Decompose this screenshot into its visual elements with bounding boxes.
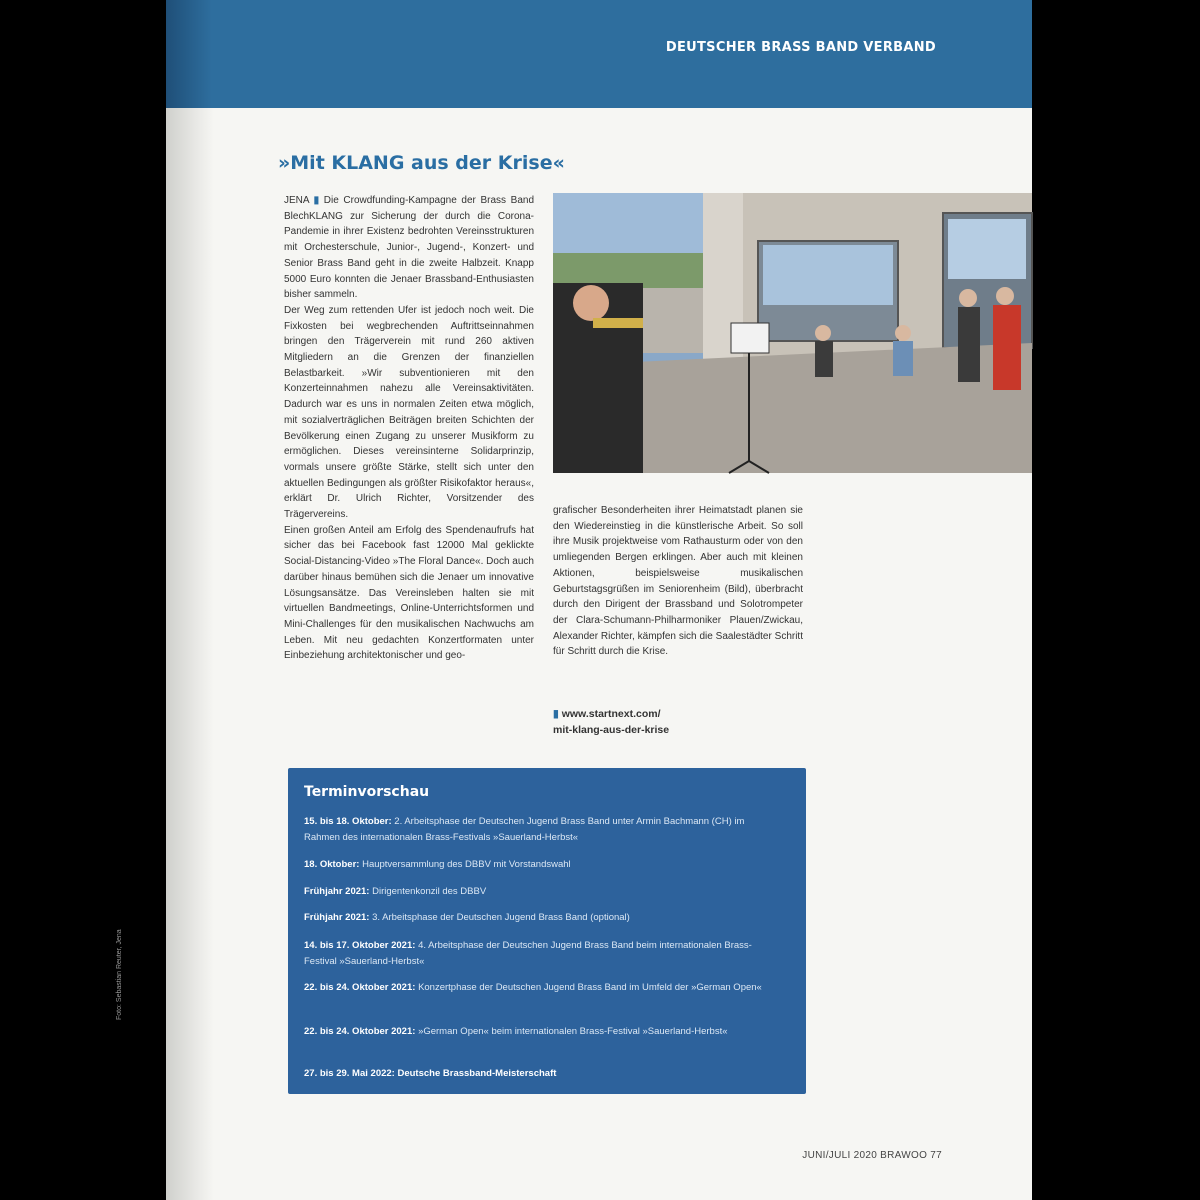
paragraph-3: Einen großen Anteil am Erfolg des Spendenaufrufs hat sicher das bei Facebook fast 12000 Mal geklickte Social-Distancing-Video »The Floral Dance«. Doch auch darüber hinaus bemühen sich die Jenaer um innovative Lösungsansätze. Das Vereinsleben halten sie mit virtuellen Bandmeetings, Online-Unterrichtsformen und Mini-Challenges für den musikalischen Nachwuchs am Leben. Mit neu gedachten Konzertformaten unter Einbeziehung architektonischer und geo- [284,524,534,662]
article-column-left [284,193,534,664]
header-spine [166,0,212,108]
footer-magazine: BRAWOO [880,1150,928,1161]
spine-shadow [166,0,214,1200]
event-text: 2. Arbeitsphase der Deutschen Jugend Brass Band unter Armin Bachmann (CH) im Rahmen des internationalen Brass-Festivals »Sauerland-Herbst« [304,816,745,843]
section-title: DEUTSCHER BRASS BAND VERBAND [665,40,936,55]
photo-trumpeter-senior-home [553,193,1032,473]
event-item [304,910,780,926]
link-line-1: www.startnext.com/ [561,708,661,720]
page-footer [802,1150,942,1161]
event-date: 27. bis 29. Mai 2022: [304,1068,395,1079]
article-headline: »Mit KLANG aus der Krise« [278,152,565,174]
terminvorschau-title: Terminvorschau [304,784,430,800]
event-text: Konzertphase der Deutschen Jugend Brass Band im Umfeld der »German Open« [418,982,762,993]
event-item [304,857,780,873]
magazine-page [116,0,1032,1200]
event-date: 22. bis 24. Oktober 2021: [304,982,416,993]
footer-issue: JUNI/JULI 2020 [802,1150,878,1161]
event-date: 18. Oktober: [304,859,360,870]
event-item [304,1066,780,1082]
event-item [304,884,780,900]
event-date: 15. bis 18. Oktober: [304,816,392,827]
event-text: 3. Arbeitsphase der Deutschen Jugend Brass Band (optional) [372,912,630,923]
dateline-place: JENA [284,195,310,206]
event-item [304,980,780,996]
paragraph-4: grafischer Besonderheiten ihrer Heimatstadt planen sie den Wiedereinstieg in die künstlerische Arbeit. So soll ihre Musik projektweise vom Rathausturm oder von den umliegenden Bergen erklingen. Aber auch mit kleinen Aktionen, beispielsweise musikalischen Geburtstagsgrüßen im Seniorenheim (Bild), überbracht durch den Dirigent der Brassband und Solotrompeter der Clara-Schumann-Philharmoniker Plauen/Zwickau, Alexander Richter, kämpfen sich die Saalestädter Schritt für Schritt durch die Krise. [553,505,803,658]
paragraph-1: Die Crowdfunding-Kampagne der Brass Band BlechKLANG zur Sicherung der durch die Corona-Pandemie in ihrer Existenz bedrohten Vereinsstrukturen mit Orchesterschule, Junior-, Jugend-, Konzert- und Senior Brass Band geht in die zweite Halbzeit. Knapp 5000 Euro konnten die Jenaer Brassband-Enthusiasten bisher sammeln. [284,195,535,301]
article-paragraph [284,193,534,303]
link-line-2: mit-klang-aus-der-krise [553,724,670,736]
event-date: 22. bis 24. Oktober 2021: [304,1026,416,1037]
campaign-link[interactable] [553,706,669,738]
terminvorschau-box [288,768,806,1094]
event-text: »German Open« beim internationalen Brass-Festival »Sauerland-Herbst« [418,1026,728,1037]
event-date: 14. bis 17. Oktober 2021: [304,940,416,951]
footer-page-number: 77 [930,1150,942,1161]
article-photo [553,193,1032,473]
event-item [304,814,780,846]
event-text: Deutsche Brassband-Meisterschaft [397,1068,557,1079]
event-date: Frühjahr 2021: [304,912,370,923]
event-text: Dirigentenkonzil des DBBV [372,886,487,897]
link-marker: ▮ [553,708,559,720]
photo-credit: Foto: Sebastian Reuter, Jena [116,929,123,1020]
paragraph-2: Der Weg zum rettenden Ufer ist jedoch noch weit. Die Fixkosten bei wegbrechenden Auftrittseinnahmen bringen den Trägerverein mit rund 260 aktiven Mitgliedern an die Grenzen der finanziellen Belastbarkeit. »Wir subventionieren mit den Konzerteinnahmen nahezu alle Vereinsaktivitäten. Dadurch war es uns in normalen Zeiten etwa möglich, mit sozialverträglichen Beiträgen breiten Schichten der Bevölkerung einen Zugang zu unserer Musikform zu ermöglichen. Dieses vereinsinterne Solidarprinzip, vormals unsere größte Stärke, stellt sich unter den aktuellen Bedingungen als größter Risikofaktor heraus«, erklärt Dr. Ulrich Richter, Vorsitzender des Trägervereins. [284,304,534,521]
event-text: 4. Arbeitsphase der Deutschen Jugend Brass Band beim internationalen Brass-Festival »Sauerland-Herbst« [304,940,752,967]
article-column-right [553,503,803,660]
event-date: Frühjahr 2021: [304,886,370,897]
dateline-separator: ▮ [313,195,320,206]
event-text: Hauptversammlung des DBBV mit Vorstandswahl [362,859,571,870]
header-band [166,0,1032,108]
event-item [304,1024,780,1040]
event-item [304,938,780,970]
